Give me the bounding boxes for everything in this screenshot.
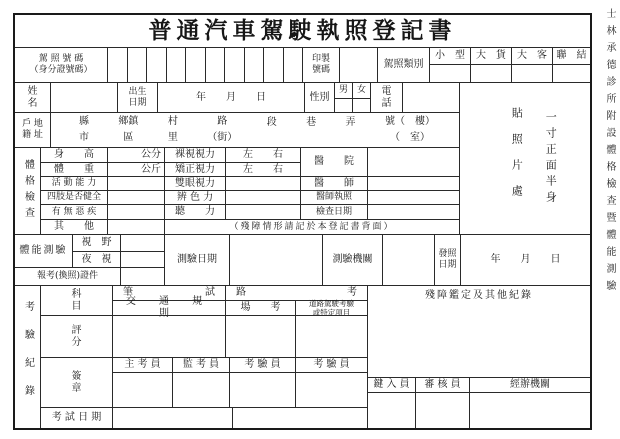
gender-label: 性別 — [304, 82, 334, 112]
score-label: 評 分 — [40, 315, 112, 357]
traffic-rules-label: 交 通 規 則 — [112, 300, 225, 315]
height-label: 身 高 — [40, 147, 107, 162]
corrected-vision-label: 矯正視力 — [164, 162, 225, 176]
birth-date-label: 出生 日期 — [117, 82, 157, 112]
chief-examiner-label: 主 考 員 — [112, 357, 172, 372]
test-date-label: 測驗日期 — [164, 234, 229, 285]
name-label: 姓 名 — [15, 82, 50, 112]
reviewer-field[interactable] — [415, 392, 469, 428]
photo-spec-label: 一寸正面半身 — [544, 111, 558, 207]
license-number-box[interactable] — [224, 48, 244, 82]
hospital-label: 醫 院 — [300, 147, 367, 176]
examiner1-sign-field[interactable] — [229, 372, 295, 407]
written-test-label: 筆 試 — [112, 285, 225, 300]
color-vision-label: 辨 色 力 — [164, 190, 225, 204]
test-date-field[interactable] — [229, 234, 322, 285]
gender-male-checkbox[interactable] — [334, 98, 352, 112]
corrected-vision-field[interactable]: 左 右 — [225, 162, 300, 176]
license-number-box[interactable] — [166, 48, 186, 82]
photo-area[interactable] — [459, 82, 590, 234]
class-small-field[interactable] — [429, 64, 470, 82]
address-seg-village: 村 里 — [167, 116, 178, 143]
page-title: 普通汽車駕駛執照登記書 — [148, 17, 457, 45]
mobility-field[interactable] — [107, 176, 164, 190]
name-field[interactable] — [50, 82, 117, 112]
proctor-label: 監 考 員 — [172, 357, 229, 372]
color-vision-field[interactable] — [225, 190, 300, 204]
fitness-section-label: 體能測驗 — [15, 234, 72, 267]
license-number-box[interactable] — [185, 48, 205, 82]
phone-field[interactable] — [402, 82, 459, 112]
license-type-label: 駕照類別 — [377, 47, 429, 82]
birth-date-field[interactable]: 年 月 日 — [157, 82, 304, 112]
limbs-field[interactable] — [107, 190, 164, 204]
class-bus-label: 大 客 — [511, 47, 552, 64]
weight-field[interactable]: 公斤 — [107, 162, 164, 176]
disability-remark: （殘障情形請記於本登記書背面） — [164, 219, 459, 234]
class-small-label: 小 型 — [429, 47, 470, 64]
issue-date-field[interactable]: 年 月 日 — [460, 234, 590, 285]
reviewer-label: 審 核 員 — [415, 377, 469, 392]
phone-label: 電 話 — [370, 82, 402, 112]
keyin-clerk-field[interactable] — [367, 392, 415, 428]
naked-vision-label: 裸視視力 — [164, 147, 225, 162]
address-seg-lane: 巷 — [306, 117, 317, 128]
mobility-label: 活 動 能 力 — [40, 176, 107, 190]
doctor-license-label: 醫師執照 — [300, 190, 367, 204]
class-bus-field[interactable] — [511, 64, 552, 82]
vision-field-value[interactable] — [120, 234, 164, 251]
license-number-box[interactable] — [205, 48, 225, 82]
vision-field-label: 視 野 — [72, 234, 120, 251]
road-driving-label: 道路駕駛考驗 或特定項目 — [295, 300, 367, 315]
hearing-label: 聽 力 — [164, 204, 225, 219]
weight-label: 體 重 — [40, 162, 107, 176]
examiner1-label: 考 驗 員 — [229, 357, 295, 372]
other-label: 其 他 — [40, 219, 107, 234]
score-traffic-field[interactable] — [112, 315, 225, 357]
license-number-box[interactable] — [283, 48, 303, 82]
license-number-box[interactable] — [244, 48, 264, 82]
other-field[interactable] — [107, 219, 164, 234]
disability-assessment-label: 殘障鑑定及其他紀錄 — [425, 290, 533, 301]
disability-assessment-area[interactable] — [367, 285, 590, 377]
class-trailer-label: 聯 結 — [552, 47, 590, 64]
class-trailer-field[interactable] — [552, 64, 590, 82]
license-number-boxes — [107, 47, 302, 82]
issue-date-label: 發照 日期 — [434, 234, 460, 285]
check-date-label: 檢查日期 — [300, 204, 367, 219]
address-seg-road: 路 （街） — [207, 116, 238, 143]
handling-agency-field[interactable] — [469, 392, 590, 428]
score-field-test-field[interactable] — [225, 315, 295, 357]
address-label: 戶 地 籍 址 — [15, 112, 50, 147]
photo-paste-label: 貼照片處 — [510, 107, 524, 211]
application-docs-field[interactable] — [120, 267, 164, 285]
address-seg-county: 縣 市 — [79, 116, 89, 143]
class-truck-field[interactable] — [470, 64, 511, 82]
night-vision-value[interactable] — [120, 251, 164, 267]
examiner2-sign-field[interactable] — [295, 372, 367, 407]
registration-form — [13, 13, 592, 430]
address-seg-section: 段 — [266, 117, 277, 128]
gender-female-label: 女 — [352, 82, 370, 98]
road-test-label: 路 考 — [225, 285, 367, 300]
field-test-label: 場 考 — [225, 300, 295, 315]
check-date-field[interactable] — [367, 204, 459, 219]
clinic-side-note: 士林承德診所附設體格檢查暨體能測驗 — [604, 8, 615, 297]
exam-date-field-1[interactable] — [112, 407, 232, 428]
print-number-label: 印製 號碼 — [302, 47, 339, 82]
address-seg-alley: 弄 — [345, 117, 356, 128]
handling-agency-label: 經辦機關 — [469, 377, 590, 392]
print-number-field[interactable] — [339, 47, 377, 82]
doctor-field[interactable] — [367, 176, 459, 190]
application-docs-label: 報考(換照)證件 — [15, 267, 120, 285]
examiner2-label: 考 驗 員 — [295, 357, 367, 372]
binocular-vision-field[interactable] — [225, 176, 300, 190]
hospital-field[interactable] — [367, 147, 459, 176]
limbs-label: 四肢是否健全 — [40, 190, 107, 204]
signature-label: 簽 章 — [40, 357, 112, 407]
class-truck-label: 大 貨 — [470, 47, 511, 64]
height-field[interactable]: 公分 — [107, 147, 164, 162]
doctor-label: 醫 師 — [300, 176, 367, 190]
address-seg-number: 號（ 樓） （ 室） — [384, 116, 435, 143]
exam-date-field-2[interactable] — [232, 407, 367, 428]
disease-field[interactable] — [107, 204, 164, 219]
test-agency-field[interactable] — [382, 234, 434, 285]
binocular-vision-label: 雙眼視力 — [164, 176, 225, 190]
gender-male-label: 男 — [334, 82, 352, 98]
proctor-sign-field[interactable] — [172, 372, 229, 407]
night-vision-label: 夜 視 — [72, 251, 120, 267]
license-number-box[interactable] — [108, 48, 127, 82]
license-number-label: 駕 照 號 碼 （身分證號碼） — [15, 47, 107, 82]
exam-date-label: 考 試 日 期 — [40, 407, 112, 428]
license-number-box[interactable] — [127, 48, 147, 82]
gender-female-checkbox[interactable] — [352, 98, 370, 112]
exam-record-section-label: 考驗紀錄 — [15, 285, 40, 428]
score-road-field[interactable] — [295, 315, 367, 357]
naked-vision-field[interactable]: 左 右 — [225, 147, 300, 162]
hearing-field[interactable] — [225, 204, 300, 219]
address-seg-township: 鄉鎮 區 — [118, 116, 139, 143]
chief-examiner-sign-field[interactable] — [112, 372, 172, 407]
test-agency-label: 測驗機關 — [322, 234, 382, 285]
doctor-license-field[interactable] — [367, 190, 459, 204]
license-number-box[interactable] — [263, 48, 283, 82]
subject-label: 科 目 — [40, 285, 112, 315]
license-number-box[interactable] — [146, 48, 166, 82]
address-field[interactable] — [50, 112, 459, 147]
keyin-clerk-label: 鍵 入 員 — [367, 377, 415, 392]
disease-label: 有 無 惡 疾 — [40, 204, 107, 219]
physical-exam-section-label: 體格檢查 — [15, 147, 40, 234]
